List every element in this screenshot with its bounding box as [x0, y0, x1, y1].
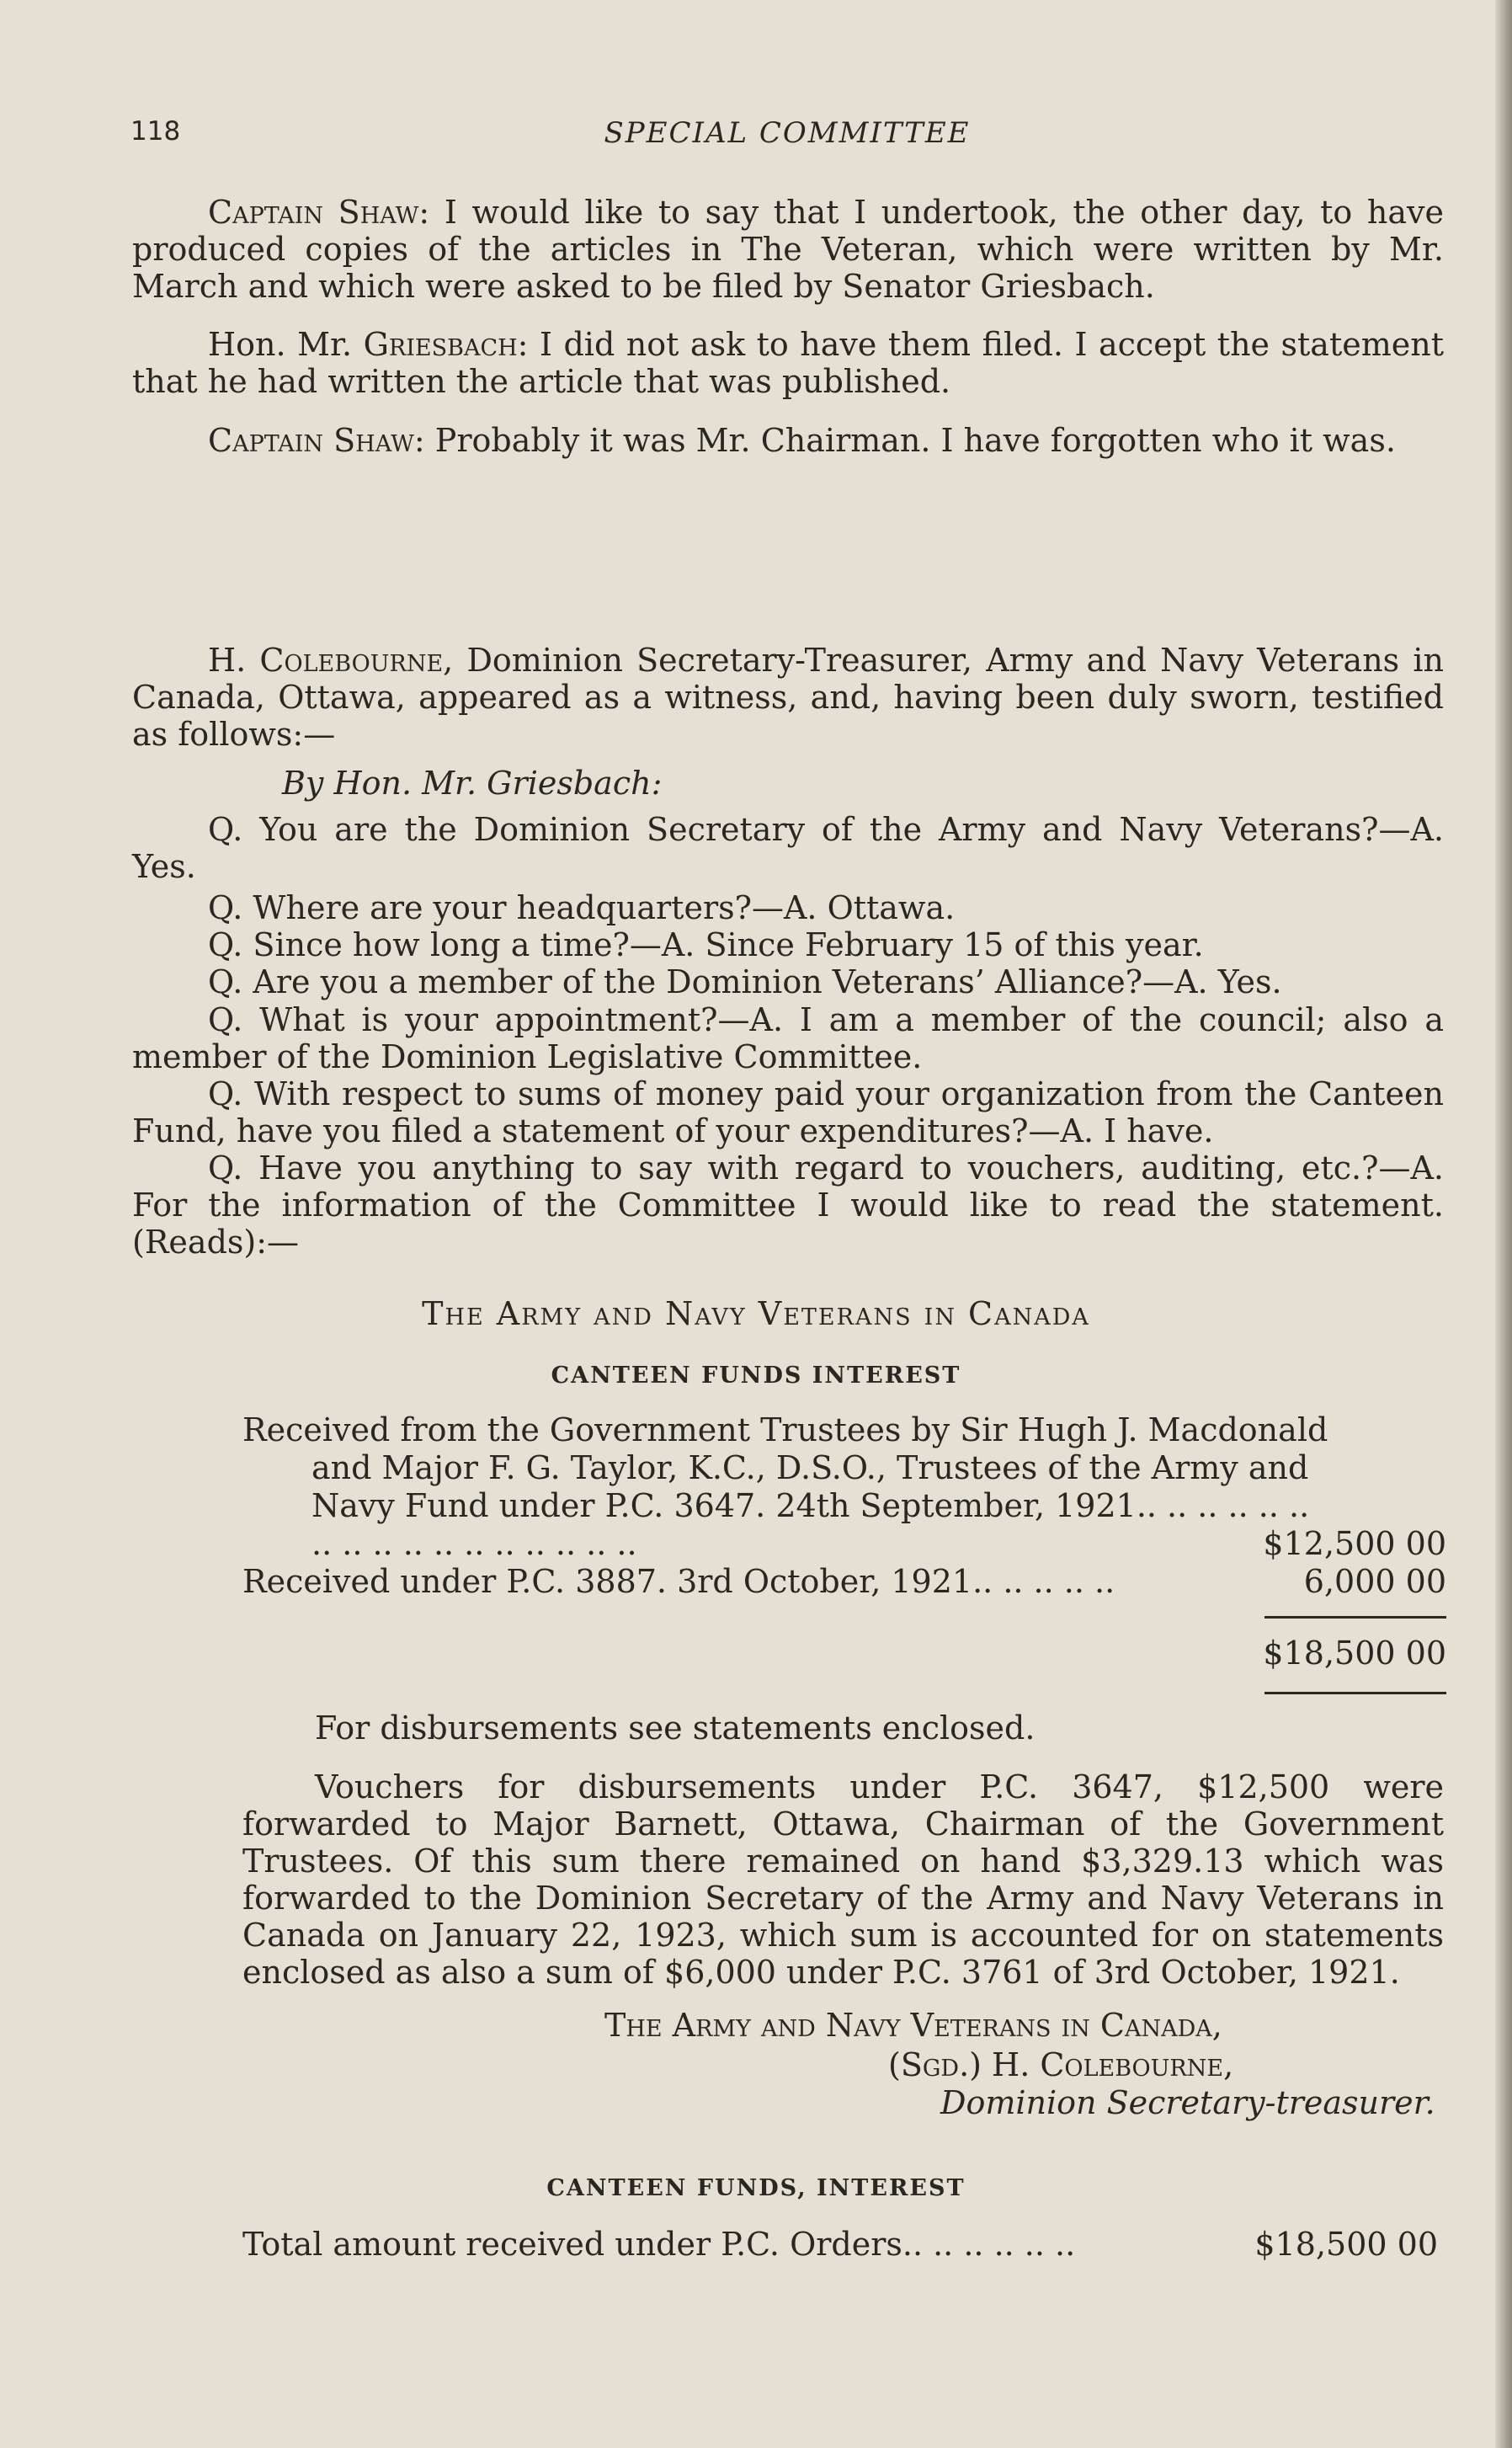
paragraph-text: I would like to say that I undertook, the other day, to have produced copies of the articles in The Veteran, which were written by Mr. March and which were asked to be filed by Senator Griesbach. — [132, 194, 1445, 305]
ledger-entry-amount: $18,500 00 — [1254, 2226, 1438, 2263]
ledger-total-amount: $18,500 00 — [1263, 1635, 1446, 1672]
running-head: SPECIAL COMMITTEE — [604, 116, 971, 150]
paragraph-griesbach — [132, 326, 1444, 400]
disbursement-note: For disbursements see statements enclosed. — [315, 1709, 1036, 1747]
signature-organization: The Army and Navy Veterans in Canada, — [604, 2007, 1222, 2044]
ledger-entry-amount: 6,000 00 — [1303, 1563, 1446, 1600]
page-number: 118 — [130, 116, 181, 147]
ledger-entry — [242, 1411, 1446, 1563]
examiner-heading: By Hon. Mr. Griesbach: — [282, 765, 663, 802]
signature-name-text: (Sgd.) H. Colebourne, — [888, 2046, 1234, 2083]
witness-name: H. Colebourne, — [208, 642, 454, 679]
sum-rule — [1264, 1616, 1446, 1619]
qa-item: Q. Where are your headquarters?—A. Ottawa. — [208, 889, 956, 926]
paragraph-shaw-2 — [132, 422, 1444, 459]
signature-name — [888, 2046, 1233, 2083]
page-header — [130, 116, 1444, 158]
witness-introduction — [132, 642, 1444, 753]
paragraph-text: Probably it was Mr. Chairman. I have forgotten who it was. — [424, 422, 1396, 459]
qa-item: Q. Are you a member of the Dominion Veterans’ Alliance?—A. Yes. — [208, 963, 1282, 1000]
ledger-entry-description: Total amount received under P.C. Orders.. .. .. .. .. .. — [242, 2226, 1076, 2263]
qa-item: Q. Have you anything to say with regard to vouchers, auditing, etc.?—A. For the information of the Committee I would like to read the statement. (Reads):— — [132, 1149, 1444, 1261]
page-edge-shadow — [1495, 0, 1512, 2448]
speaker-label: Captain Shaw: — [208, 194, 430, 231]
total-rule — [1264, 1692, 1446, 1694]
witness-text: Dominion Secretary-Treasurer, Army and Navy Veterans in Canada, Ottawa, appeared as a witness, and, having been duly sworn, testified as follows:— — [132, 642, 1444, 753]
ledger-entry — [242, 1563, 1446, 1601]
statement-title: The Army and Navy Veterans in Canada — [422, 1295, 1090, 1332]
speaker-prefix: Hon. Mr. — [208, 326, 364, 363]
paragraph-text: I did not ask to have them filed. I accept the statement that he had written the article that was published. — [132, 326, 1444, 400]
speaker-label: Griesbach: — [363, 326, 529, 363]
ledger-entry-amount: $12,500 00 — [1263, 1525, 1446, 1562]
statement-subtitle: CANTEEN FUNDS INTEREST — [551, 1363, 961, 1389]
ledger-entry-description: Received from the Government Trustees by Sir Hugh J. Macdonald and Major F. G. Taylor, K.C., D.S.O., Trustees of the Army and Navy Fund under P.C. 3647. 24th September, 1921.. .. .. .. .. .. .. .. .. .. .. .. .. .. .. .. .. — [242, 1411, 1328, 1562]
vouchers-paragraph: Vouchers for disbursements under P.C. 3647, $12,500 were forwarded to Major Barnett, Ottawa, Chairman of the Government Trustees. Of this sum there remained on hand $3,329.13 which was forwarded to the Dominion Secretary of the Army and Navy Veterans in Canada on January 22, 1923, which sum is accounted for on statements enclosed as also a sum of $6,000 under P.C. 3761 of 3rd October, 1921. — [242, 1768, 1444, 1991]
statement2-subtitle: CANTEEN FUNDS, INTEREST — [546, 2175, 966, 2201]
qa-item: Q. With respect to sums of money paid your organization from the Canteen Fund, have you filed a statement of your expenditures?—A. I have. — [132, 1075, 1444, 1149]
qa-item: Q. You are the Dominion Secretary of the Army and Navy Veterans?—A. Yes. — [132, 811, 1444, 885]
qa-item: Q. Since how long a time?—A. Since February 15 of this year. — [208, 926, 1204, 963]
speaker-label: Captain Shaw: — [208, 422, 425, 459]
paragraph-shaw-1 — [132, 194, 1444, 305]
ledger-entry — [242, 2226, 1438, 2264]
signature-title: Dominion Secretary-treasurer. — [940, 2084, 1435, 2121]
qa-item: Q. What is your appointment?—A. I am a member of the council; also a member of the Dominion Legislative Committee. — [132, 1001, 1444, 1075]
ledger-entry-description: Received under P.C. 3887. 3rd October, 1921.. .. .. .. .. — [242, 1563, 1115, 1600]
